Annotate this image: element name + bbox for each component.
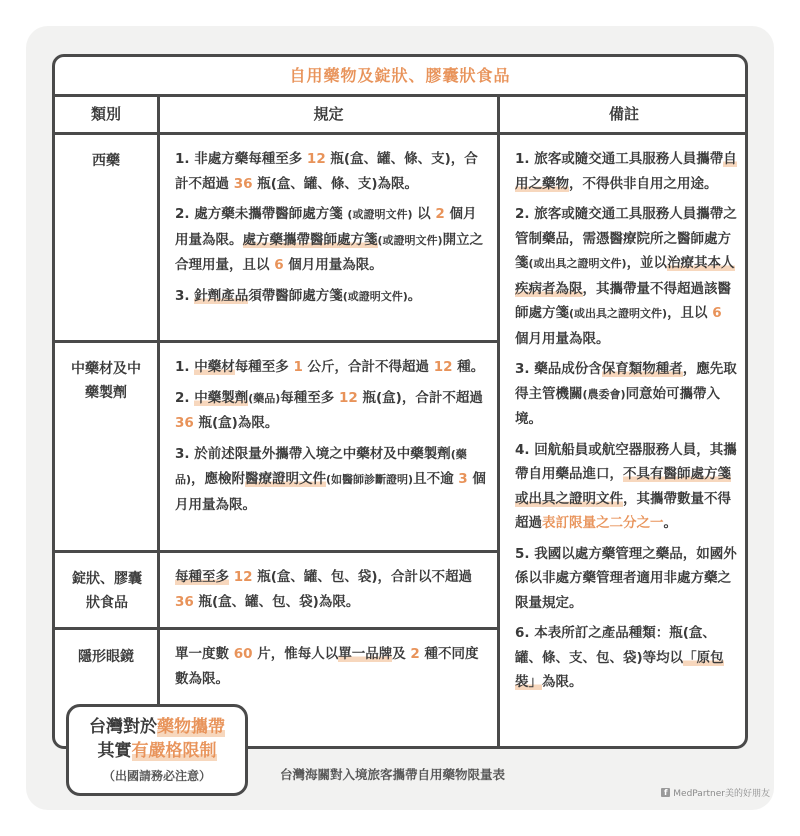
facebook-icon: f — [661, 788, 670, 797]
table-caption: 台灣海關對入境旅客攜帶自用藥物限量表 — [280, 767, 506, 782]
underlined-text: 保育類物種者 — [601, 361, 683, 377]
list-item: 6. 本表所訂之產品種類：瓶(盒、罐、條、支、包、袋)等均以「原包裝」為限。 — [515, 625, 724, 690]
underlined-text: 中藥製劑 — [194, 389, 249, 406]
small-note: (或證明文件) — [342, 289, 408, 303]
callout-line2: 其實有嚴格限制 — [97, 741, 217, 761]
row-divider-1 — [55, 340, 499, 343]
underlined-text: 不具有醫師處方箋或出具之證明文件 — [515, 466, 731, 507]
col-divider-2 — [497, 97, 500, 749]
drug-limit-table — [52, 54, 748, 749]
list-item: 單一度數 60 片，惟每人以單一品牌及 2 種不同度數為限。 — [175, 646, 479, 687]
category-tablet-food: 錠狀、膠囊狀食品 — [72, 571, 142, 611]
highlight-number: 60 — [233, 646, 253, 662]
list-item: 1. 旅客或隨交通工具服務人員攜帶自用之藥物，不得供非自用之用途。 — [515, 151, 737, 192]
underlined-text: 處方藥攜帶醫師處方箋 — [242, 231, 378, 248]
highlight-number: 12 — [306, 151, 326, 167]
highlight-number: 表訂限量之二分之一 — [542, 515, 664, 531]
highlight-number: 1 — [293, 359, 303, 375]
callout-highlight-1: 藥物攜帶 — [157, 717, 225, 737]
rules-western-medicine — [175, 147, 487, 315]
underlined-text: 自用之藥物 — [515, 151, 737, 192]
highlight-number: 36 — [175, 593, 194, 610]
underlined-text: 針劑產品 — [194, 287, 249, 304]
callout-highlight-2: 有嚴格限制 — [131, 741, 217, 761]
list-item: 3. 於前述限量外攜帶入境之中藥材及中藥製劑(藥品)，應檢附醫療證明文件(如醫師診斷證明)且不逾 3 個月用量為限。 — [175, 445, 486, 513]
underlined-text: 「原包裝」 — [515, 649, 724, 690]
highlight-number: 36 — [175, 415, 194, 431]
list-item: 4. 回航船員或航空器服務人員，其攜帶自用藥品進口，不具有醫師處方箋或出具之證明文件，其攜帶數量不得超過表訂限量之二分之一。 — [515, 441, 737, 531]
list-item: 每種至多 12 瓶(盒、罐、包、袋)，合計以不超過 36 瓶(盒、罐、包、袋)為限。 — [175, 569, 473, 610]
rules-tablet-food — [175, 565, 487, 620]
small-note: (農委會) — [582, 387, 626, 401]
underlined-text: 中藥材 — [194, 359, 235, 375]
small-note: (或出具之證明文件) — [569, 307, 668, 320]
header-notes: 備註 — [608, 105, 639, 123]
row-divider-2 — [55, 550, 499, 553]
highlight-number: 6 — [712, 305, 722, 321]
highlight-number: 12 — [433, 359, 453, 375]
highlight-number: 2 — [410, 646, 420, 662]
list-item: 2. 中藥製劑(藥品)每種至多 12 瓶(盒)，合計不超過 36 瓶(盒)為限。 — [175, 389, 483, 431]
small-note: (藥品) — [248, 391, 281, 405]
rules-chinese-medicine — [175, 355, 487, 523]
category-contact-lens: 隱形眼鏡 — [78, 649, 134, 665]
header-category: 類別 — [90, 105, 121, 123]
list-item: 5. 我國以處方藥管理之藥品，如國外係以非處方藥管理者適用非處方藥之限量規定。 — [515, 545, 737, 611]
credit-text: MedPartner美的好朋友 — [673, 789, 770, 799]
small-note: (或證明文件) — [377, 233, 443, 247]
header-rules: 規定 — [313, 105, 344, 123]
callout-bubble — [66, 704, 248, 796]
small-note: (或出具之證明文件) — [528, 257, 627, 270]
highlight-number: 6 — [274, 257, 284, 273]
table-title: 自用藥物及錠狀、膠囊狀食品 — [55, 57, 745, 97]
list-item: 2. 處方藥未攜帶醫師處方箋 (或證明文件) 以 2 個月用量為限。處方藥攜帶醫師處方箋(或證明文件)開立之合理用量，且以 6 個月用量為限。 — [175, 206, 484, 273]
highlight-number: 12 — [339, 389, 358, 406]
highlight-number: 2 — [435, 206, 445, 222]
highlight-number: 36 — [233, 175, 253, 192]
rules-contact-lens — [175, 642, 487, 697]
list-item: 1. 非處方藥每種至多 12 瓶(盒、罐、條、支)，合計不超過 36 瓶(盒、罐、條、支)為限。 — [175, 151, 478, 192]
small-note: (藥品) — [175, 447, 467, 486]
small-note: (或證明文件) — [347, 208, 413, 221]
notes-column — [515, 147, 737, 701]
underlined-text: 每種至多 — [175, 569, 229, 585]
callout-note: （出國請務必注意） — [102, 769, 211, 783]
highlight-number: 12 — [233, 569, 253, 585]
underlined-text: 治療其本人疾病者為限 — [515, 255, 735, 297]
list-item: 2. 旅客或隨交通工具服務人員攜帶之管制藥品，需憑醫療院所之醫師處方箋(或出具之證明文件)，並以治療其本人疾病者為限，其攜帶量不得超過該醫師處方箋(或出具之證明文件)，且以 6 個月用量為限。 — [515, 206, 737, 347]
underlined-text: 單一品牌 — [338, 646, 393, 662]
small-note: (如醫師診斷證明) — [326, 473, 414, 486]
list-item: 3. 針劑產品須帶醫師處方箋(或證明文件)。 — [175, 287, 422, 304]
underlined-text: 醫療證明文件 — [245, 471, 327, 487]
col-divider-1 — [157, 97, 160, 749]
callout-line1: 台灣對於藥物攜帶 — [89, 717, 225, 737]
row-divider-3 — [55, 627, 499, 630]
category-chinese-medicine: 中藥材及中藥製劑 — [71, 361, 141, 401]
highlight-number: 3 — [458, 471, 468, 487]
list-item: 1. 中藥材每種至多 1 公斤，合計不得超過 12 種。 — [175, 359, 485, 375]
list-item: 3. 藥品成份含保育類物種者，應先取得主管機關(農委會)同意始可攜帶入境。 — [515, 361, 737, 427]
credit — [661, 786, 770, 799]
category-western-medicine: 西藥 — [92, 153, 120, 169]
